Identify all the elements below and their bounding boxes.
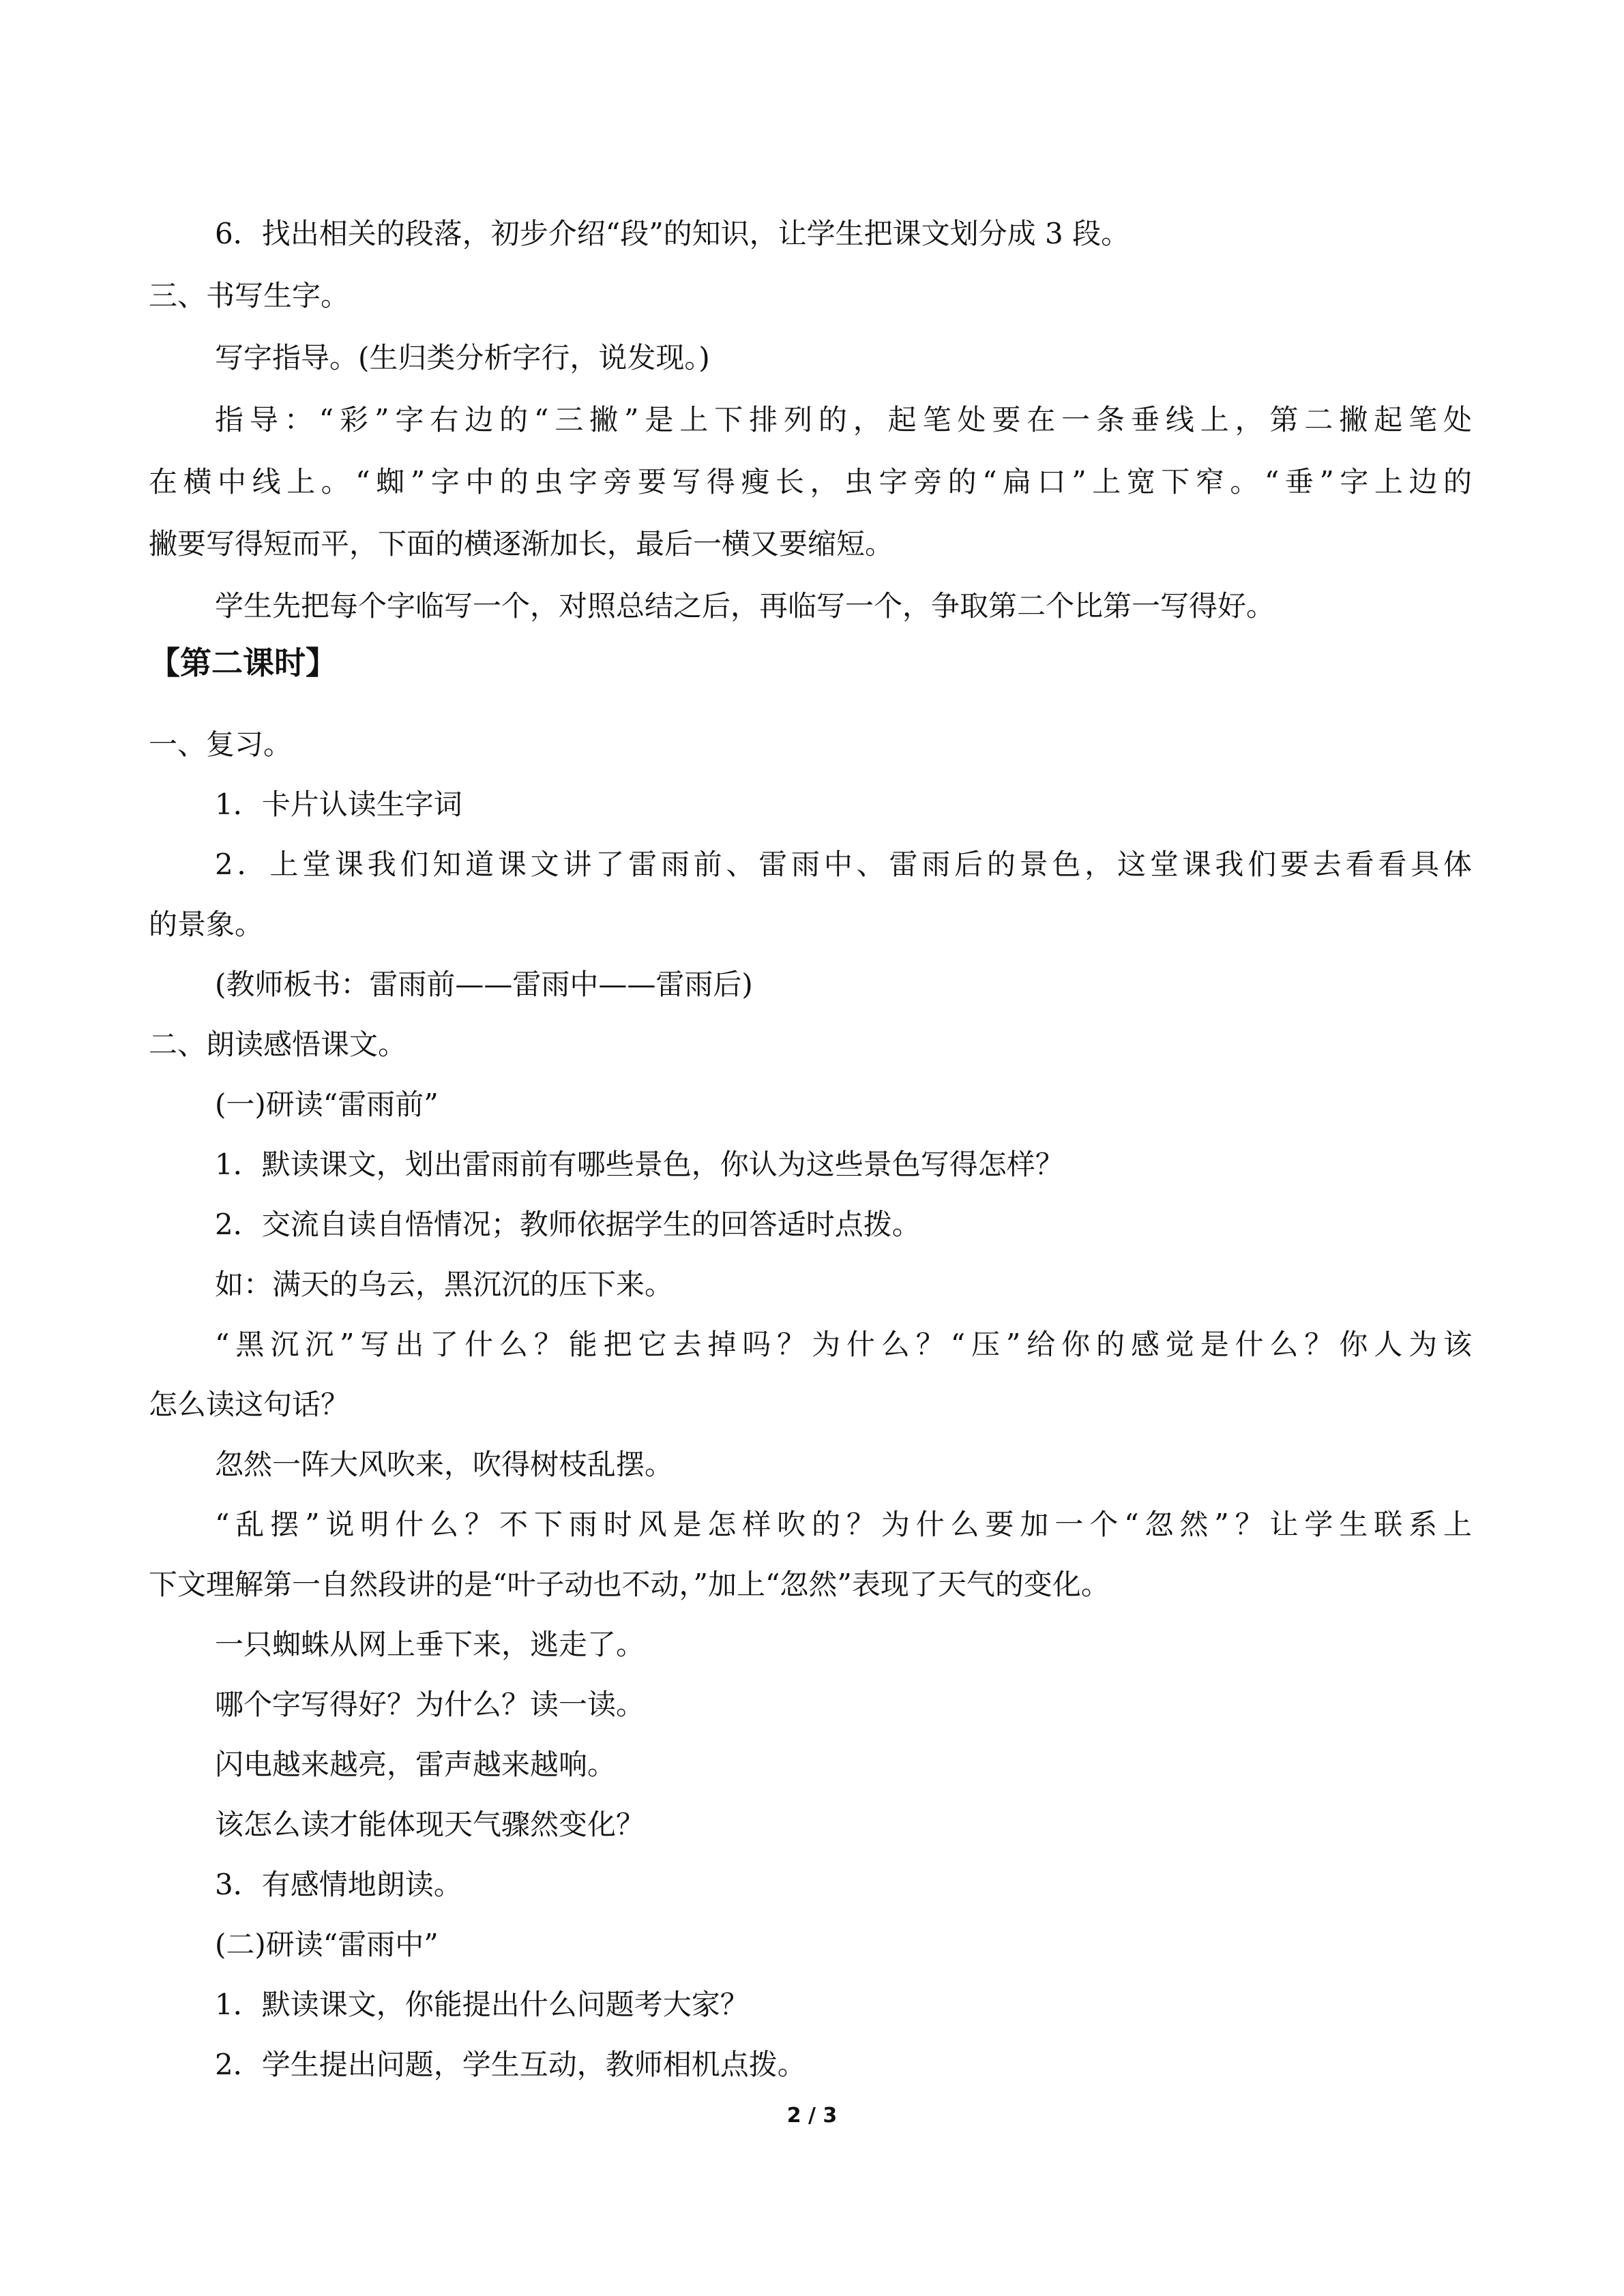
page-number: 2 / 3: [786, 2104, 838, 2128]
text-line: 该怎么读才能体现天气骤然变化？: [215, 1808, 645, 1841]
text-line: 2．交流自读自悟情况；教师依据学生的回答适时点拨。: [215, 1208, 921, 1241]
text-line: 怎么读这句话？: [149, 1388, 350, 1421]
text-line: 忽然一阵大风吹来，吹得树枝乱摆。: [215, 1448, 674, 1481]
text-line: 1．默读课文，你能提出什么问题考大家？: [215, 1988, 749, 2021]
text-line: 闪电越来越亮，雷声越来越响。: [215, 1748, 617, 1781]
text-line: 一只蜘蛛从网上垂下来，逃走了。: [215, 1628, 645, 1661]
text-line: 3．有感情地朗读。: [215, 1868, 462, 1901]
section-heading: 三、书写生字。: [149, 279, 350, 312]
text-line: 2．上堂课我们知道课文讲了雷雨前、雷雨中、雷雨后的景色，这堂课我们要去看看具体: [215, 848, 1472, 881]
text-line: (教师板书：雷雨前——雷雨中——雷雨后): [215, 968, 753, 1001]
subsection-heading: (一)研读“雷雨前”: [215, 1088, 439, 1121]
lesson-heading: 【第二课时】: [149, 644, 337, 681]
text-line: 在横中线上。“蜘”字中的虫字旁要写得瘦长，虫字旁的“扁口”上宽下窄。“垂”字上边的: [149, 465, 1472, 498]
text-line: 1．默读课文，划出雷雨前有哪些景色，你认为这些景色写得怎样？: [215, 1148, 1064, 1181]
text-line: 指导：“彩”字右边的“三撇”是上下排列的，起笔处要在一条垂线上，第二撇起笔处: [215, 403, 1472, 436]
text-line: 的景象。: [149, 908, 264, 941]
text-line: 学生先把每个字临写一个，对照总结之后，再临写一个，争取第二个比第一写得好。: [215, 589, 1275, 623]
text-line: 2．学生提出问题，学生互动，教师相机点拨。: [215, 2048, 806, 2081]
text-line: 撇要写得短而平，下面的横逐渐加长，最后一横又要缩短。: [149, 527, 894, 561]
text-line: 写字指导。(生归类分析字行，说发现。): [215, 341, 710, 374]
text-line: “乱摆”说明什么？不下雨时风是怎样吹的？为什么要加一个“忽然”？让学生联系上: [215, 1508, 1472, 1541]
subsection-heading: (二)研读“雷雨中”: [215, 1928, 439, 1961]
section-heading: 一、复习。: [149, 728, 293, 761]
text-line: 下文理解第一自然段讲的是“叶子动也不动，”加上“忽然”表现了天气的变化。: [149, 1568, 1110, 1601]
text-line: 哪个字写得好？为什么？读一读。: [215, 1688, 645, 1721]
text-line: “黑沉沉”写出了什么？能把它去掉吗？为什么？“压”给你的感觉是什么？你人为该: [215, 1328, 1472, 1361]
text-line: 1．卡片认读生字词: [215, 788, 462, 821]
text-line: 6．找出相关的段落，初步介绍“段”的知识，让学生把课文划分成 3 段。: [215, 217, 1130, 250]
text-line: 如：满天的乌云，黑沉沉的压下来。: [215, 1268, 674, 1301]
section-heading: 二、朗读感悟课文。: [149, 1028, 407, 1061]
